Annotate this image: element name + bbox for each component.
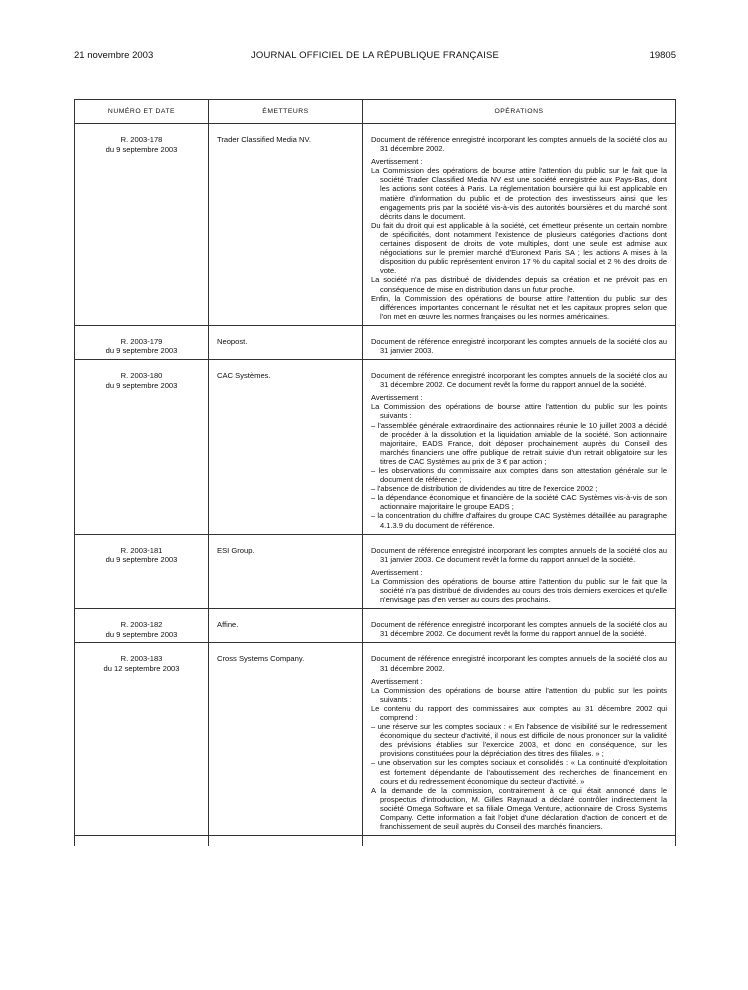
- table-row: [75, 360, 676, 535]
- operations-table: [74, 99, 676, 846]
- entry-operations: [363, 325, 676, 359]
- entry-operations: [363, 643, 676, 836]
- warning-heading: Avertissement :: [371, 676, 423, 686]
- warning-heading: Avertissement :: [371, 393, 423, 403]
- table-row: [75, 609, 676, 643]
- entry-date: du 9 septembre 2003: [105, 346, 178, 356]
- entry-operations: [363, 534, 676, 609]
- operation-paragraph: Document de référence enregistré incorporant les comptes annuels de la société clos au 31 décembre 2002. Ce document revêt la forme du rapport annuel de la société.: [371, 371, 667, 390]
- table-row: [75, 534, 676, 609]
- table-row: [75, 325, 676, 359]
- operation-paragraph: La Commission des opérations de bourse attire l'attention du public sur les points suivants :: [371, 685, 667, 704]
- operation-paragraph: Document de référence enregistré incorporant les comptes annuels de la société clos au 31 janvier 2003.: [371, 336, 667, 355]
- entry-issuer: ESI Group.: [209, 534, 363, 609]
- column-header-issuers: ÉMETTEURS: [209, 100, 363, 124]
- entry-date: du 9 septembre 2003: [105, 380, 178, 390]
- entry-date: du 12 septembre 2003: [103, 664, 180, 673]
- entry-date: du 9 septembre 2003: [105, 629, 178, 639]
- warning-heading: Avertissement :: [371, 157, 423, 167]
- entry-operations: [363, 360, 676, 535]
- entry-date: du 9 septembre 2003: [105, 144, 178, 154]
- dash-item: – la concentration du chiffre d'affaires du groupe CAC Systèmes détaillée au paragraphe 4.1.3.9 du document de référence.: [371, 511, 667, 530]
- empty-cell: [363, 836, 676, 847]
- dash-item: – les observations du commissaire aux comptes dans son attestation générale sur le document de référence ;: [371, 466, 667, 485]
- dash-item: – une réserve sur les comptes sociaux : « En l'absence de visibilité sur le redressement économique du secteur d'activité, il nous est difficile de nous prononcer sur la validité des prévisions établies sur l'exercice 2003, et donc en conséquence, sur les provisions constituées pour la dépréciation des titres des filiales. » ;: [371, 722, 667, 759]
- entry-number-date: [75, 325, 209, 359]
- entry-operations: [363, 609, 676, 643]
- page-header: [74, 50, 676, 64]
- dash-item: – la dépendance économique et financière de la société CAC Systèmes vis-à-vis de son actionnaire majoritaire le groupe EADS ;: [371, 493, 667, 512]
- entry-number: R. 2003-178: [120, 135, 163, 144]
- entry-number: R. 2003-179: [120, 336, 163, 346]
- issue-date: 21 novembre 2003: [74, 50, 154, 61]
- table-continuation-row: [75, 836, 676, 847]
- dash-item: – l'absence de distribution de dividendes au titre de l'exercice 2002 ;: [371, 484, 598, 494]
- entry-issuer: Cross Systems Company.: [209, 643, 363, 836]
- entry-number: R. 2003-182: [120, 620, 163, 630]
- operation-paragraph: La Commission des opérations de bourse attire l'attention du public sur les points suivants :: [371, 402, 667, 421]
- operation-paragraph: La société n'a pas distribué de dividendes depuis sa création et ne prévoit pas en conséquence de mise en distribution dans un futur proche.: [371, 275, 667, 294]
- dash-item: – l'assemblée générale extraordinaire des actionnaires réunie le 10 juillet 2003 a décidé de procéder à la dissolution et la liquidation amiable de la société. Son actionnaire majoritaire, EADS France, doit déposer prochainement auprès du Conseil des marchés financiers une offre publique de retrait suivie d'un retrait obligatoire sur les titres de CAC Systèmes au prix de 3 € par action ;: [371, 420, 667, 466]
- entry-issuer: CAC Systèmes.: [209, 360, 363, 535]
- table-row: [75, 124, 676, 326]
- journal-title: JOURNAL OFFICIEL DE LA RÉPUBLIQUE FRANÇAISE: [250, 50, 500, 61]
- page-number: 19805: [649, 50, 676, 61]
- warning-heading: Avertissement :: [371, 567, 423, 577]
- dash-item: – une observation sur les comptes sociaux et consolidés : « La continuité d'exploitation est fortement dépendante de l'aboutissement des recherches de financement en cours et du redressement économique du secteur d'activité. »: [371, 758, 667, 786]
- operation-paragraph: Document de référence enregistré incorporant les comptes annuels de la société clos au 31 décembre 2002.: [371, 654, 667, 673]
- entry-number-date: [75, 643, 209, 836]
- operation-paragraph: Document de référence enregistré incorporant les comptes annuels de la société clos au 31 décembre 2002. Ce document revêt la forme du rapport annuel de la société.: [371, 620, 667, 639]
- operation-paragraph: Document de référence enregistré incorporant les comptes annuels de la société clos au 31 janvier 2003. Ce document revêt la forme du rapport annuel de la société.: [371, 545, 667, 564]
- table-header-row: [75, 100, 676, 124]
- column-header-operations: OPÉRATIONS: [363, 100, 676, 124]
- entry-number: R. 2003-181: [120, 545, 163, 555]
- entry-issuer: Neopost.: [209, 325, 363, 359]
- entry-issuer: Trader Classified Media NV.: [209, 124, 363, 326]
- operation-paragraph: Document de référence enregistré incorporant les comptes annuels de la société clos au 31 décembre 2002.: [371, 135, 667, 154]
- operation-paragraph: Le contenu du rapport des commissaires aux comptes au 31 décembre 2002 qui comprend :: [371, 703, 667, 722]
- entry-issuer: Affine.: [209, 609, 363, 643]
- column-header-number-date: NUMÉRO ET DATE: [75, 100, 209, 124]
- entry-number: R. 2003-180: [120, 371, 163, 381]
- entry-operations: [363, 124, 676, 326]
- entry-number-date: [75, 124, 209, 326]
- operation-paragraph: Du fait du droit qui est applicable à la société, cet émetteur présente un certain nombre de spécificités, dont notamment l'existence de plusieurs catégories d'actions dont certaines disposent de droits de vote multiples, dont une seule est admise aux négociations sur le premier marché d'Euronext Paris SA ; les actions A mises à la disposition du public représentent environ 17 % du capital social et 2 % des droits de vote.: [371, 220, 667, 276]
- operation-paragraph: La Commission des opérations de bourse attire l'attention du public sur le fait que la société Trader Classified Media NV est une société enregistrée aux Pays-Bas, dont les actions sont cotées à Paris. La réglementation boursière qui lui est applicable en matière d'information du public et de protection des investisseurs ainsi que les engagements pris par la société vis-à-vis des autorités boursières et du marché sont décrits dans le document.: [371, 166, 667, 221]
- entry-number-date: [75, 360, 209, 535]
- empty-cell: [209, 836, 363, 847]
- entry-number-date: [75, 534, 209, 609]
- entry-number-date: [75, 609, 209, 643]
- empty-cell: [75, 836, 209, 847]
- operation-paragraph: La Commission des opérations de bourse attire l'attention du public sur le fait que la société n'a pas distribué de dividendes au cours des trois derniers exercices et qu'elle n'envisage pas d'en verser au cours des prochains.: [371, 576, 667, 605]
- entry-date: du 9 septembre 2003: [105, 555, 178, 565]
- table-row: [75, 643, 676, 836]
- operation-paragraph: Enfin, la Commission des opérations de bourse attire l'attention du public sur des différences importantes concernant le résultat net et les capitaux propres selon que l'on met en œuvre les normes françaises ou les normes américaines.: [371, 293, 667, 321]
- operation-paragraph: A la demande de la commission, contrairement à ce qui était annoncé dans le prospectus d'introduction, M. Gilles Raynaud a déclaré contrôler indirectement la société Omega Software et sa filiale Omega Venture, actionnaire de Cross Systems Company. Cette information a fait l'objet d'une déclaration d'action de concert et de franchissement de seuil auprès du Conseil des marchés financiers.: [371, 785, 667, 832]
- entry-number: R. 2003-183: [120, 654, 163, 664]
